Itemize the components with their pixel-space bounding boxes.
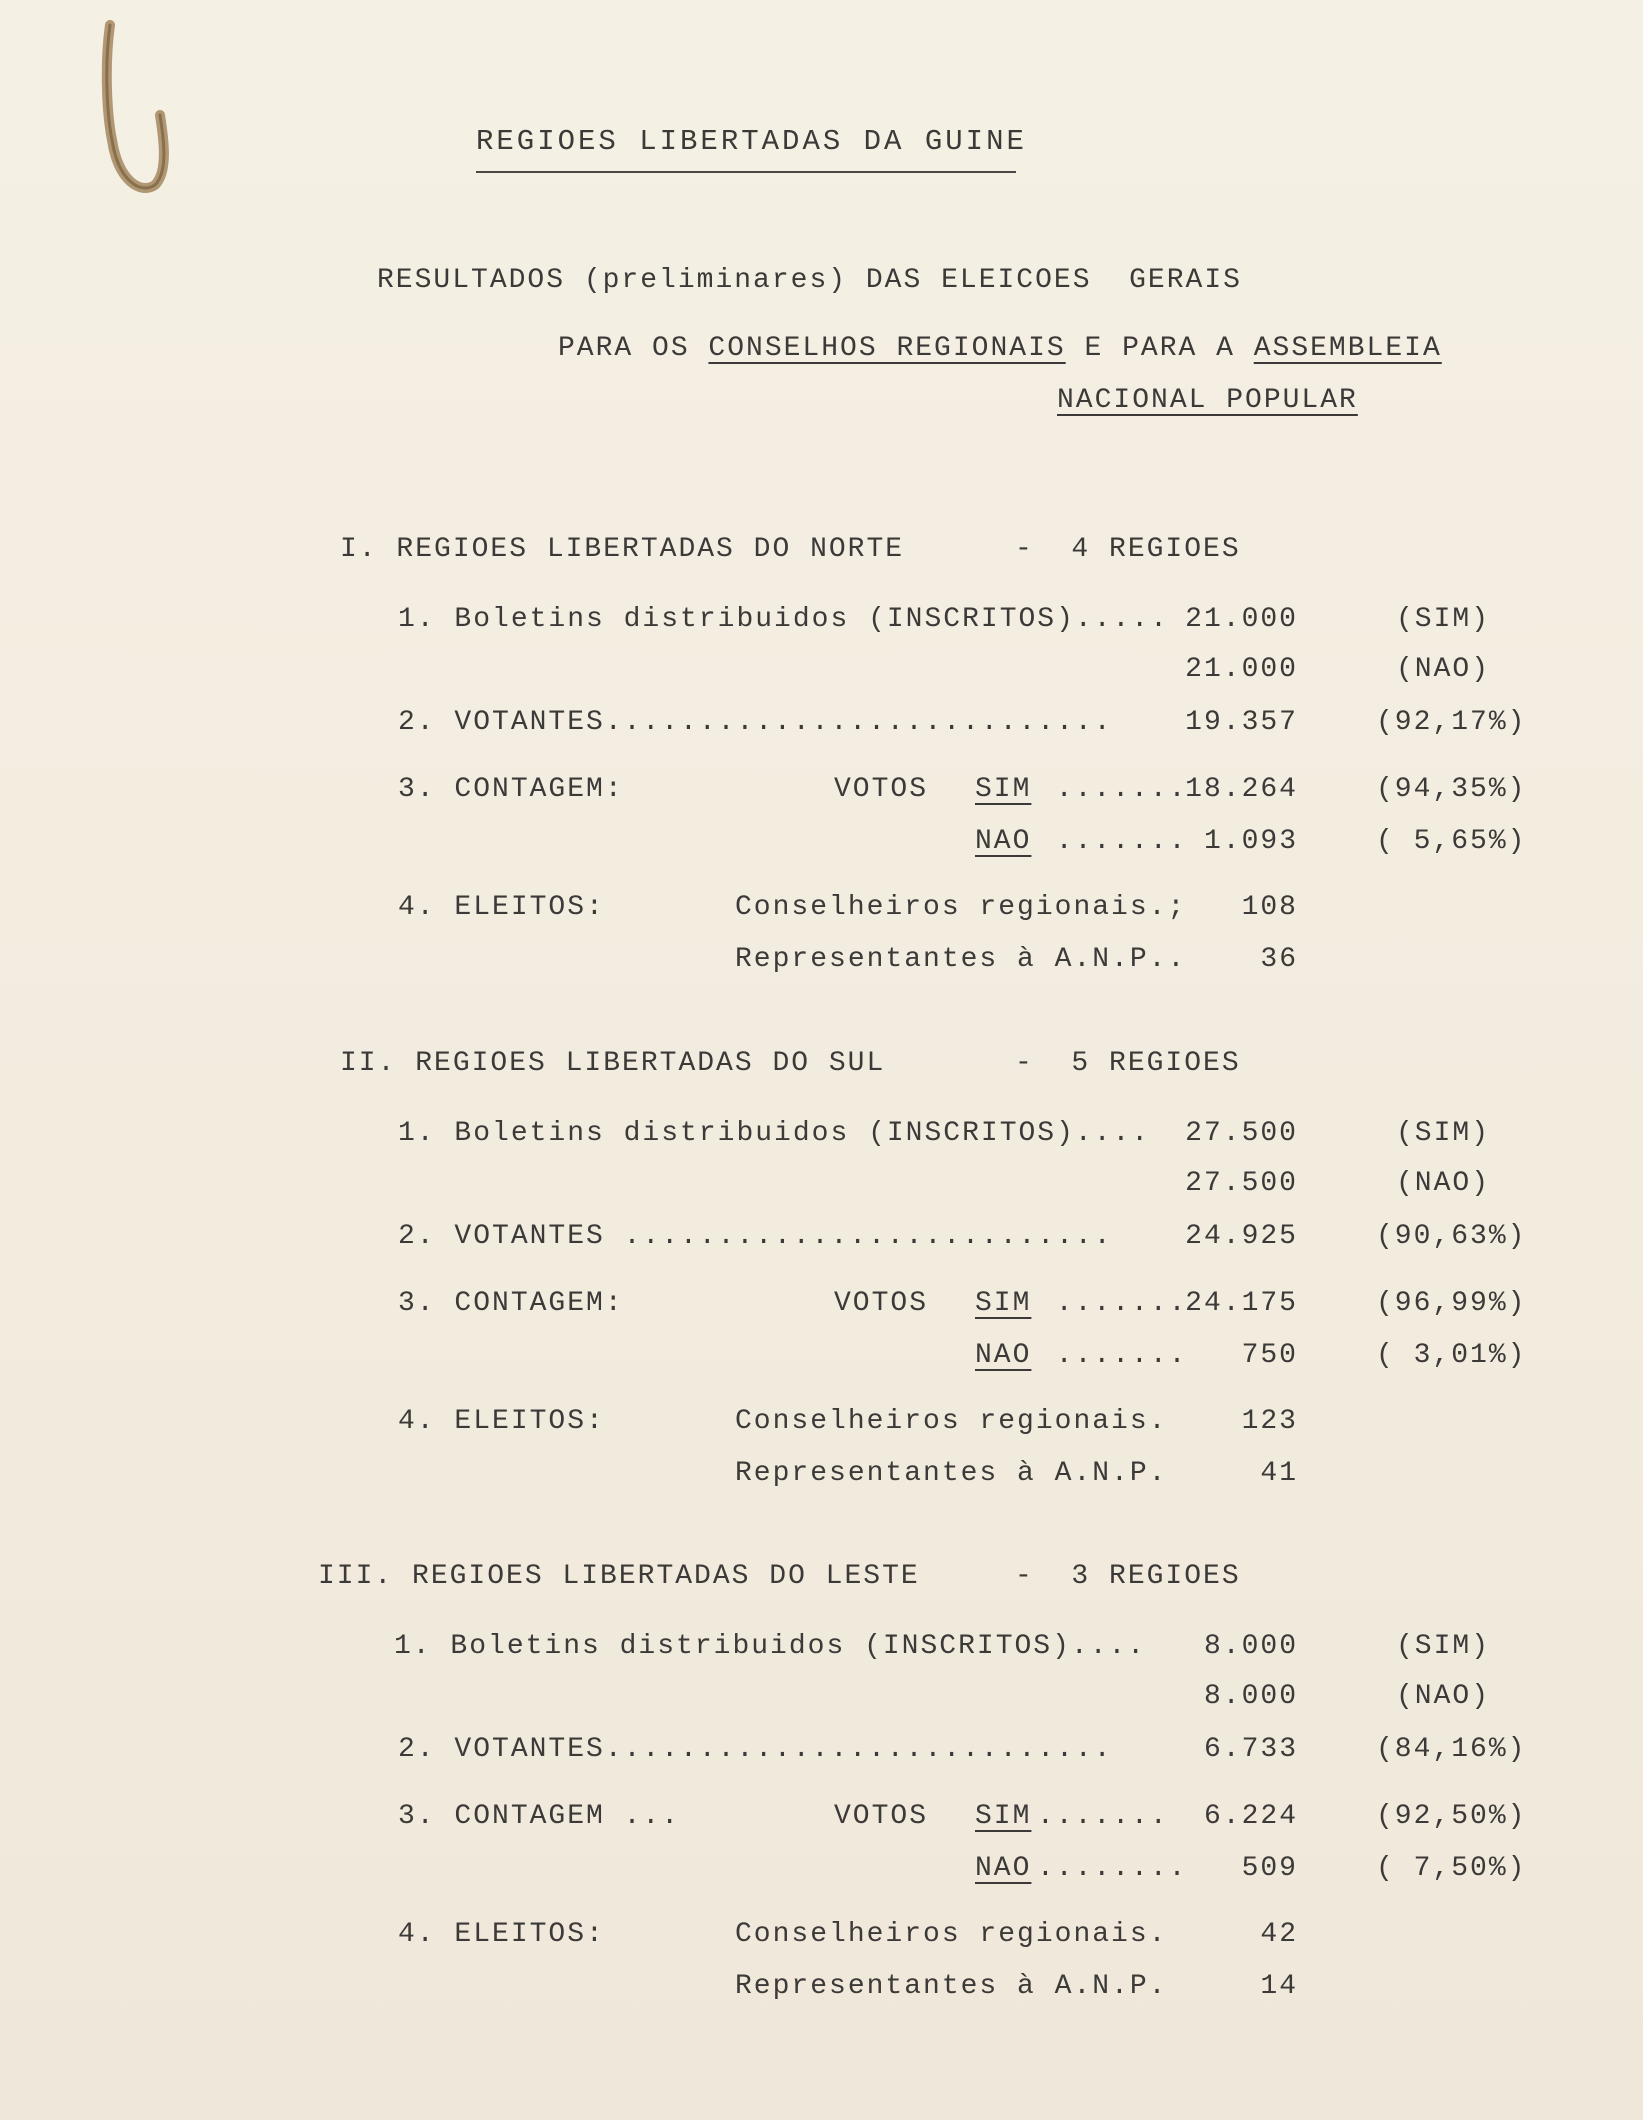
votos-label: VOTOS bbox=[834, 1801, 929, 1832]
paper-clip-stain bbox=[100, 20, 180, 200]
inscritos-sim-value: 8.000 bbox=[1203, 1631, 1298, 1662]
nao-votes-value: 750 bbox=[1241, 1340, 1298, 1371]
boletins-label: 1. Boletins distribuidos (INSCRITOS).... bbox=[398, 1118, 1151, 1149]
votantes-percent: (90,63%) bbox=[1376, 1221, 1527, 1252]
sim-leader-dots: ....... bbox=[1037, 1801, 1169, 1832]
title-underline bbox=[476, 171, 1016, 173]
sim-leader-dots: ....... bbox=[1037, 774, 1188, 805]
inscritos-nao-value: 27.500 bbox=[1185, 1168, 1298, 1199]
inscritos-sim-tag: (SIM) bbox=[1396, 1118, 1491, 1149]
representantes-label: Representantes à A.N.P.. bbox=[735, 944, 1187, 975]
sim-percent: (96,99%) bbox=[1376, 1288, 1527, 1319]
inscritos-nao-tag: (NAO) bbox=[1396, 1681, 1491, 1712]
nao-label: NAO bbox=[975, 1853, 1032, 1884]
votantes-label: 2. VOTANTES........................... bbox=[398, 1734, 1113, 1765]
subtitle-underlined-assembleia: ASSEMBLEIA bbox=[1253, 333, 1442, 364]
representantes-label: Representantes à A.N.P. bbox=[735, 1971, 1168, 2002]
region-count: - 4 REGIOES bbox=[1015, 534, 1241, 565]
inscritos-nao-tag: (NAO) bbox=[1396, 654, 1491, 685]
contagem-label: 3. CONTAGEM: bbox=[398, 774, 624, 805]
votos-label: VOTOS bbox=[834, 774, 929, 805]
inscritos-sim-value: 27.500 bbox=[1185, 1118, 1298, 1149]
sim-percent: (92,50%) bbox=[1376, 1801, 1527, 1832]
region-count: - 5 REGIOES bbox=[1015, 1048, 1241, 1079]
conselheiros-label: Conselheiros regionais.; bbox=[735, 892, 1187, 923]
inscritos-sim-tag: (SIM) bbox=[1396, 1631, 1491, 1662]
votantes-value: 6.733 bbox=[1203, 1734, 1298, 1765]
votantes-percent: (84,16%) bbox=[1376, 1734, 1527, 1765]
nao-percent: ( 5,65%) bbox=[1376, 826, 1527, 857]
inscritos-nao-value: 21.000 bbox=[1185, 654, 1298, 685]
inscritos-sim-tag: (SIM) bbox=[1396, 604, 1491, 635]
votantes-label: 2. VOTANTES........................... bbox=[398, 707, 1113, 738]
boletins-label: 1. Boletins distribuidos (INSCRITOS).... bbox=[394, 1631, 1147, 1662]
nao-percent: ( 7,50%) bbox=[1376, 1853, 1527, 1884]
subtitle-underlined-conselhos: CONSELHOS REGIONAIS bbox=[708, 333, 1066, 364]
sim-label: SIM bbox=[975, 1801, 1032, 1832]
sim-votes-value: 6.224 bbox=[1203, 1801, 1298, 1832]
nao-votes-value: 1.093 bbox=[1203, 826, 1298, 857]
sim-label: SIM bbox=[975, 1288, 1032, 1319]
representantes-value: 36 bbox=[1260, 944, 1298, 975]
subtitle-text: E PARA A bbox=[1065, 333, 1254, 364]
nao-leader-dots: ....... bbox=[1037, 1340, 1188, 1371]
subtitle-line-1: RESULTADOS (preliminares) DAS ELEICOES GERAIS bbox=[377, 265, 1242, 296]
nao-leader-dots: ....... bbox=[1037, 826, 1188, 857]
nao-label: NAO bbox=[975, 826, 1032, 857]
sim-leader-dots: ....... bbox=[1037, 1288, 1188, 1319]
conselheiros-value: 42 bbox=[1260, 1919, 1298, 1950]
votantes-label: 2. VOTANTES .......................... bbox=[398, 1221, 1113, 1252]
section-heading: II. REGIOES LIBERTADAS DO SUL bbox=[340, 1048, 886, 1079]
votantes-value: 24.925 bbox=[1185, 1221, 1298, 1252]
eleitos-label: 4. ELEITOS: bbox=[398, 1919, 605, 1950]
conselheiros-label: Conselheiros regionais. bbox=[735, 1406, 1168, 1437]
document-title: REGIOES LIBERTADAS DA GUINE bbox=[476, 125, 1027, 158]
votos-label: VOTOS bbox=[834, 1288, 929, 1319]
nao-label: NAO bbox=[975, 1340, 1032, 1371]
region-count: - 3 REGIOES bbox=[1015, 1561, 1241, 1592]
section-heading: III. REGIOES LIBERTADAS DO LESTE bbox=[318, 1561, 920, 1592]
inscritos-nao-tag: (NAO) bbox=[1396, 1168, 1491, 1199]
subtitle-line-3: NACIONAL POPULAR bbox=[1057, 385, 1358, 416]
sim-votes-value: 18.264 bbox=[1185, 774, 1298, 805]
sim-label: SIM bbox=[975, 774, 1032, 805]
conselheiros-value: 108 bbox=[1241, 892, 1298, 923]
nao-percent: ( 3,01%) bbox=[1376, 1340, 1527, 1371]
inscritos-sim-value: 21.000 bbox=[1185, 604, 1298, 635]
representantes-value: 14 bbox=[1260, 1971, 1298, 2002]
conselheiros-value: 123 bbox=[1241, 1406, 1298, 1437]
boletins-label: 1. Boletins distribuidos (INSCRITOS)..... bbox=[398, 604, 1169, 635]
representantes-value: 41 bbox=[1260, 1458, 1298, 1489]
subtitle-text: PARA OS bbox=[558, 333, 709, 364]
representantes-label: Representantes à A.N.P. bbox=[735, 1458, 1168, 1489]
sim-percent: (94,35%) bbox=[1376, 774, 1527, 805]
contagem-label: 3. CONTAGEM ... bbox=[398, 1801, 681, 1832]
contagem-label: 3. CONTAGEM: bbox=[398, 1288, 624, 1319]
votantes-percent: (92,17%) bbox=[1376, 707, 1527, 738]
eleitos-label: 4. ELEITOS: bbox=[398, 892, 605, 923]
conselheiros-label: Conselheiros regionais. bbox=[735, 1919, 1168, 1950]
nao-leader-dots: ........ bbox=[1037, 1853, 1188, 1884]
nao-votes-value: 509 bbox=[1241, 1853, 1298, 1884]
eleitos-label: 4. ELEITOS: bbox=[398, 1406, 605, 1437]
sim-votes-value: 24.175 bbox=[1185, 1288, 1298, 1319]
inscritos-nao-value: 8.000 bbox=[1203, 1681, 1298, 1712]
votantes-value: 19.357 bbox=[1185, 707, 1298, 738]
subtitle-line-2 bbox=[558, 335, 1442, 363]
section-heading: I. REGIOES LIBERTADAS DO NORTE bbox=[340, 534, 905, 565]
